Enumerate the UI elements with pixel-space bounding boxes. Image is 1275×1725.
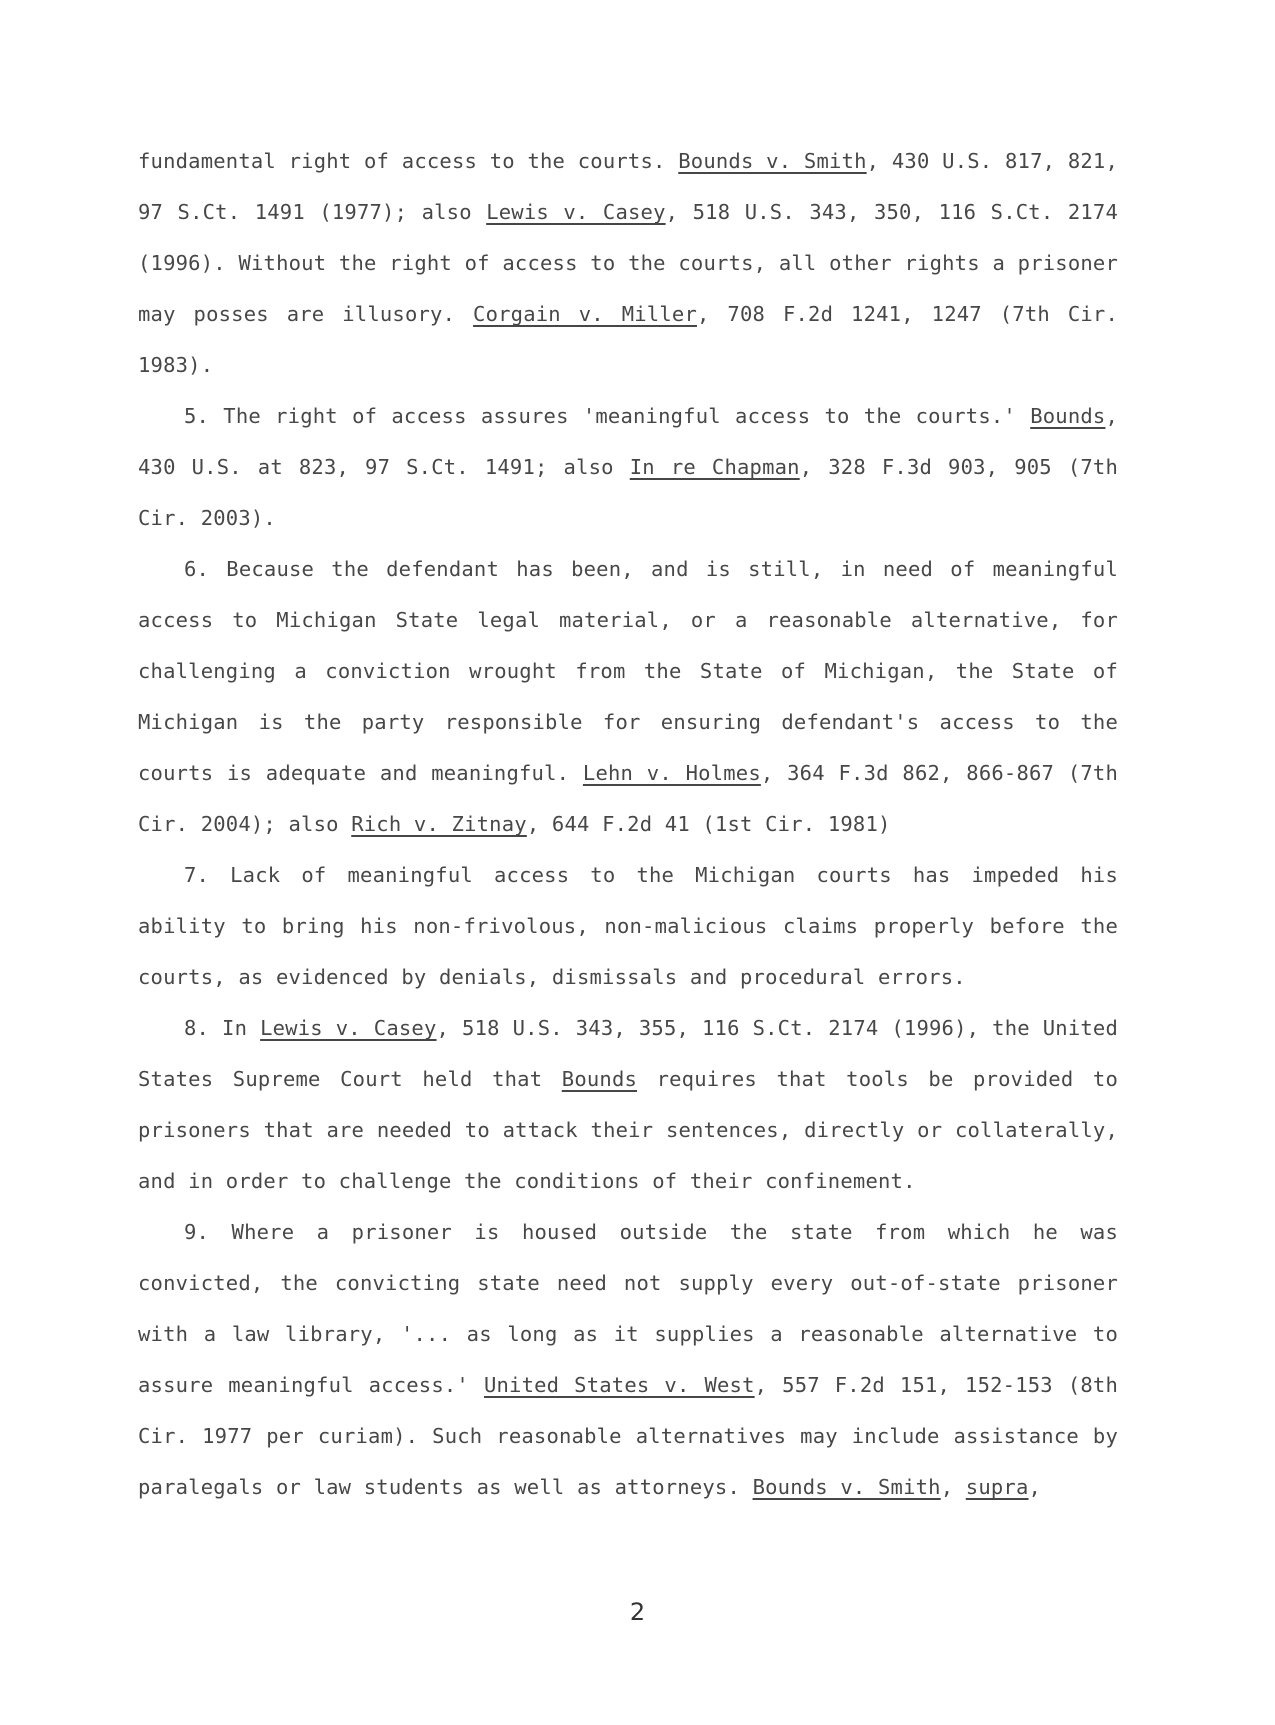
paragraph — [138, 1207, 1118, 1513]
case-citation: Lewis v. Casey — [486, 200, 666, 224]
paragraph — [138, 136, 1118, 391]
case-citation: Lewis v. Casey — [260, 1016, 437, 1040]
case-citation: United States v. West — [483, 1373, 755, 1397]
case-citation: Lehn v. Holmes — [582, 761, 761, 785]
paragraph-text: , 644 F.2d 41 (1st Cir. 1981) — [526, 812, 891, 836]
paragraph-text: , 708 F.2d 1241, 1247 (7th Cir. 1983). — [138, 302, 1118, 377]
case-citation: Bounds — [1030, 404, 1106, 428]
case-citation: In re Chapman — [629, 455, 800, 479]
paragraph-text: , 557 F.2d 151, 152-153 (8th Cir. 1977 per curiam). Such reasonable alternatives may include assistance by paralegals or law students as well as attorneys. — [138, 1373, 1118, 1499]
paragraph — [138, 1003, 1118, 1207]
paragraph-text: requires that tools be provided to prisoners that are needed to attack their sentences, directly or collaterally, and in order to challenge the conditions of their confinement. — [138, 1067, 1118, 1193]
paragraph-text: 5. The right of access assures 'meaningful access to the courts.' — [184, 404, 1031, 428]
paragraph-text: 6. Because the defendant has been, and is still, in need of meaningful access to Michigan State legal material, or a reasonable alternative, for challenging a conviction wrought from the State of Michigan, the State of Michigan is the party responsible for ensuring defendant's access to the courts is adequate and meaningful. — [138, 557, 1118, 785]
case-citation: Bounds v. Smith — [752, 1475, 941, 1499]
paragraph-text: , 518 U.S. 343, 355, 116 S.Ct. 2174 (1996), the United States Supreme Court held that — [138, 1016, 1118, 1091]
paragraph-text: , 328 F.3d 903, 905 (7th Cir. 2003). — [138, 455, 1119, 530]
paragraph-text: , 430 U.S. at 823, 97 S.Ct. 1491; also — [138, 404, 1118, 479]
paragraph-text: fundamental right of access to the courts. — [138, 149, 679, 173]
paragraph-text: , — [940, 1475, 966, 1499]
case-citation: Corgain v. Miller — [473, 302, 697, 326]
paragraph-text: , 430 U.S. 817, 821, 97 S.Ct. 1491 (1977); also — [138, 149, 1119, 224]
paragraph — [138, 850, 1118, 1003]
case-citation: Rich v. Zitnay — [351, 812, 527, 836]
paragraph-text: , 518 U.S. 343, 350, 116 S.Ct. 2174 (1996). Without the right of access to the courts, all other rights a prisoner may posses are illusory. — [138, 200, 1118, 326]
paragraph-text: 7. Lack of meaningful access to the Michigan courts has impeded his ability to bring his non-frivolous, non-malicious claims properly before the courts, as evidenced by denials, dismissals and procedural errors. — [138, 863, 1118, 989]
case-citation: Bounds — [561, 1067, 638, 1091]
page-number: 2 — [629, 1598, 646, 1626]
paragraph-text: , — [1028, 1475, 1042, 1499]
case-citation: supra — [965, 1475, 1029, 1499]
paragraph-text: 8. In — [184, 1016, 261, 1040]
paragraph — [138, 544, 1118, 850]
case-citation: Bounds v. Smith — [678, 149, 867, 173]
document-body — [138, 136, 1118, 1513]
paragraph-text: 9. Where a prisoner is housed outside the state from which he was convicted, the convicting state need not supply every out-of-state prisoner with a law library, '... as long as it supplies a reasonable alternative to assure meaningful access.' — [138, 1220, 1118, 1397]
paragraph — [138, 391, 1118, 544]
paragraph-text: , 364 F.3d 862, 866-867 (7th Cir. 2004); also — [138, 761, 1118, 836]
